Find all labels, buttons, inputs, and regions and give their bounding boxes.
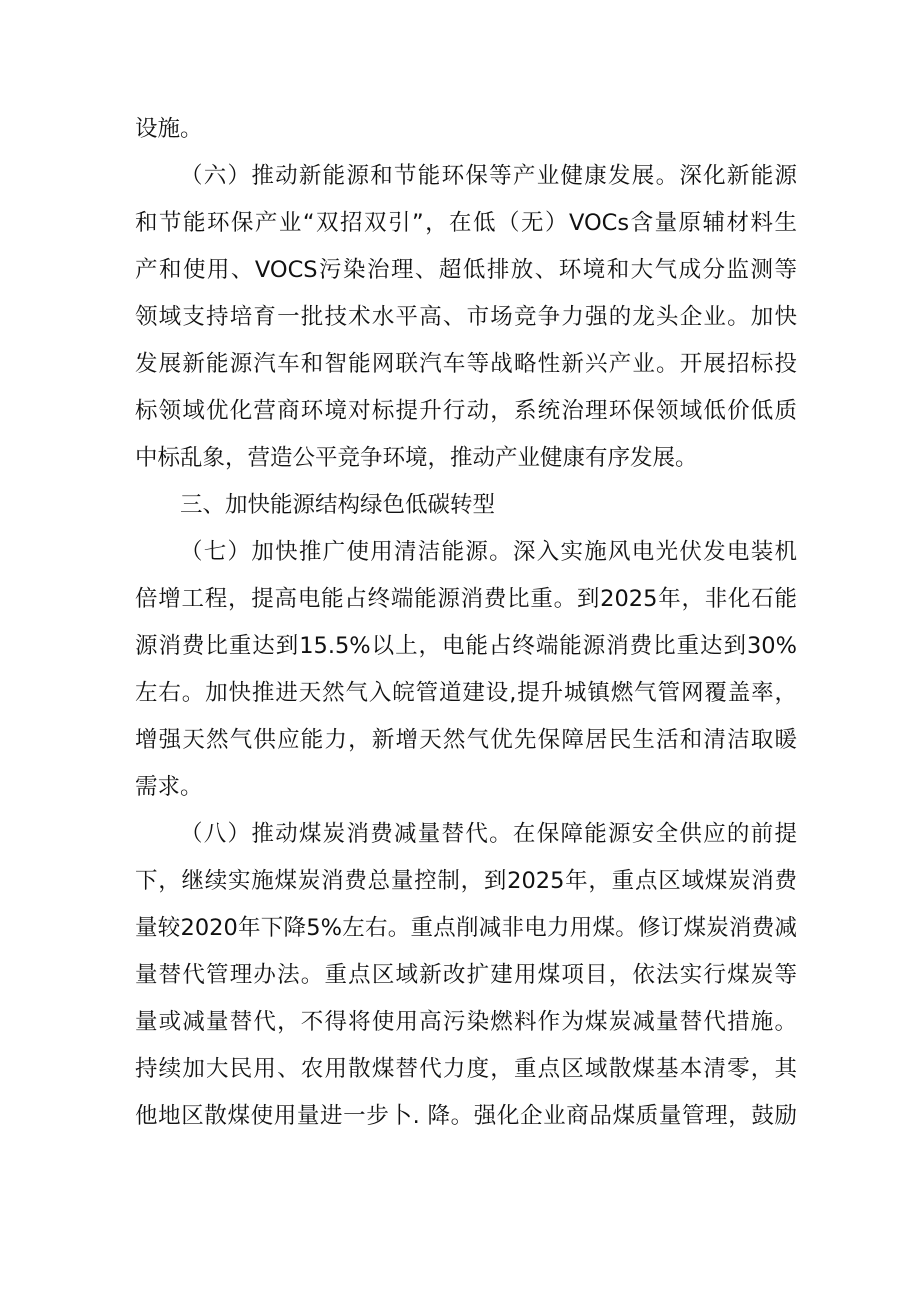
paragraph-line-14: 增强天然气供应能力，新增天然气优先保障居民生活和清洁取暖 bbox=[135, 727, 797, 753]
paragraph-line-21: 持续加大民用、农用散煤替代力度，重点区域散煤基本清零，其 bbox=[135, 1056, 797, 1082]
paragraph-line-16: （八）推动煤炭消费减量替代。在保障能源安全供应的前提 bbox=[180, 821, 797, 847]
paragraph-line-5: 领域支持培育一批技术水平高、市场竞争力强的龙头企业。加快 bbox=[135, 304, 797, 330]
paragraph-line-11: 倍增工程，提高电能占终端能源消费比重。到2025年，非化石能 bbox=[135, 586, 797, 612]
paragraph-line-15: 需求。 bbox=[135, 774, 203, 800]
document-body bbox=[135, 106, 797, 1140]
paragraph-line-12: 源消费比重达到15.5%以上，电能占终端能源消费比重达到30% bbox=[135, 633, 797, 659]
paragraph-line-20: 量或减量替代，不得将使用高污染燃料作为煤炭减量替代措施。 bbox=[135, 1009, 797, 1035]
paragraph-line-19: 量替代管理办法。重点区域新改扩建用煤项目，依法实行煤炭等 bbox=[135, 962, 797, 988]
paragraph-line-10: （七）加快推广使用清洁能源。深入实施风电光伏发电装机 bbox=[180, 539, 797, 565]
paragraph-line-4: 产和使用、VOCS污染治理、超低排放、环境和大气成分监测等 bbox=[135, 257, 797, 283]
paragraph-line-22: 他地区散煤使用量进一步卜. 降。强化企业商品煤质量管理，鼓励 bbox=[135, 1103, 797, 1129]
paragraph-line-7: 标领域优化营商环境对标提升行动，系统治理环保领域低价低质 bbox=[135, 398, 797, 424]
paragraph-line-17: 下，继续实施煤炭消费总量控制，到2025年，重点区域煤炭消费 bbox=[135, 868, 797, 894]
paragraph-line-2: （六）推动新能源和节能环保等产业健康发展。深化新能源 bbox=[180, 163, 797, 189]
section-heading: 三、加快能源结构绿色低碳转型 bbox=[180, 492, 496, 518]
paragraph-line-18: 量较2020年下降5%左右。重点削减非电力用煤。修订煤炭消费减 bbox=[135, 915, 797, 941]
paragraph-line-6: 发展新能源汽车和智能网联汽车等战略性新兴产业。开展招标投 bbox=[135, 351, 797, 377]
paragraph-line-3: 和节能环保产业“双招双引”，在低（无）VOCs含量原辅材料生 bbox=[135, 210, 797, 236]
paragraph-line-8: 中标乱象，营造公平竞争环境，推动产业健康有序发展。 bbox=[135, 445, 698, 471]
paragraph-line-13: 左右。加快推进天然气入皖管道建设,提升城镇燃气管网覆盖率， bbox=[135, 680, 797, 706]
paragraph-line-1: 设施。 bbox=[135, 116, 203, 142]
